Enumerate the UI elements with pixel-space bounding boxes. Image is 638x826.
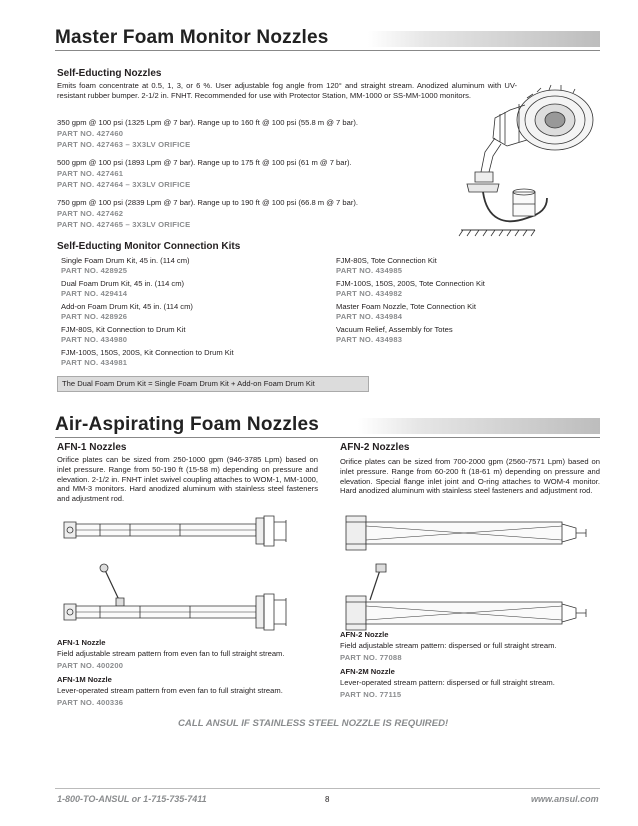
afn2-heading: AFN-2 Nozzles [340, 442, 410, 453]
afn-2-nozzle-drawing [340, 512, 600, 634]
afn2m-nozzle-text: Lever-operated stream pattern: dispersed or full straight stream. [340, 678, 555, 687]
part-number: PART NO. 427463 – 3X3LV ORIFICE [57, 140, 191, 149]
master-title-rule [55, 50, 600, 51]
air-title-rule [55, 437, 600, 438]
part-number: PART NO. 77088 [340, 653, 402, 662]
part-number: PART NO. 434985 [336, 265, 403, 275]
self-educting-heading: Self-Educting Nozzles [57, 68, 162, 79]
dual-kit-note: The Dual Foam Drum Kit = Single Foam Drum Kit + Add-on Foam Drum Kit [57, 376, 369, 392]
part-number: PART NO. 77115 [340, 690, 402, 699]
part-number: PART NO. 400200 [57, 661, 124, 670]
kit-item [336, 279, 485, 298]
self-educting-item-text: 750 gpm @ 100 psi (2839 Lpm @ 7 bar). Range up to 190 ft @ 100 psi (66.8 m @ 7 bar). [57, 198, 358, 207]
kit-item [61, 256, 190, 275]
self-educting-nozzle-illustration [455, 80, 605, 245]
kit-name: FJM-80S, Kit Connection to Drum Kit [61, 325, 186, 334]
kit-name: Vacuum Relief, Assembly for Totes [336, 325, 453, 334]
afn2-nozzle-title: AFN-2 Nozzle [340, 630, 389, 639]
part-number: PART NO. 400336 [57, 698, 124, 707]
kit-item [61, 302, 193, 321]
kit-item [61, 325, 186, 344]
master-section-title: Master Foam Monitor Nozzles [55, 27, 329, 48]
part-number: PART NO. 429414 [61, 288, 128, 298]
part-number: PART NO. 428926 [61, 311, 128, 321]
part-number: PART NO. 434983 [336, 334, 403, 344]
part-number: PART NO. 427460 [57, 129, 124, 138]
kit-name: Add-on Foam Drum Kit, 45 in. (114 cm) [61, 302, 193, 311]
part-number: PART NO. 427461 [57, 169, 124, 178]
afn-1-nozzle-drawing [60, 512, 310, 634]
footer-rule [55, 788, 600, 789]
footer-phone: 1-800-TO-ANSUL or 1-715-735-7411 [57, 794, 207, 804]
kit-name: FJM-100S, 150S, 200S, Tote Connection Kit [336, 279, 485, 288]
master-title-bar [368, 31, 600, 47]
afn1-description: Orifice plates can be sized from 250-1000 gpm (946-3785 Lpm) based on inlet pressure. Range from 50-190 ft (15-58 m) depending on pressure and elevation. 2-1/2 in. FNHT inlet swivel coupling attaches to WOM-1, MM-1000, and MM-3 monitors. Hard anodized aluminum with stainless steel fasteners and adjustment rod. [57, 455, 318, 504]
kit-name: Dual Foam Drum Kit, 45 in. (114 cm) [61, 279, 185, 288]
part-number: PART NO. 434984 [336, 311, 403, 321]
afn2-description: Orifice plates can be sized from 700-2000 gpm (2560-7571 Lpm) based on inlet pressure. Range from 60-200 ft (18-61 m) depending on pressure and elevation. Special flange inlet joint and O-ring attaches to WOM-4 monitor. Hard anodized aluminum with stainless steel fasteners and adjustment rod. [340, 457, 600, 496]
footer-url: www.ansul.com [531, 794, 599, 804]
part-number: PART NO. 427465 – 3X3LV ORIFICE [57, 220, 191, 229]
self-educting-item-text: 350 gpm @ 100 psi (1325 Lpm @ 7 bar). Range up to 160 ft @ 100 psi (55.8 m @ 7 bar). [57, 118, 358, 127]
part-number: PART NO. 434980 [61, 334, 128, 344]
part-number: PART NO. 427462 [57, 209, 124, 218]
afn1m-nozzle-text: Lever-operated stream pattern from even fan to full straight stream. [57, 686, 283, 695]
kit-item [336, 302, 476, 321]
kit-item [336, 325, 453, 344]
self-educting-description: Emits foam concentrate at 0.5, 1, 3, or 6 %. User adjustable fog angle from 120° and straight stream. Anodized aluminum with UV-resistant rubber bumper. 2-1/2 in. FNHT. Recommended for use with Protector Station, MM-1000 or SS-MM-1000 monitors. [57, 81, 517, 100]
part-number: PART NO. 434982 [336, 288, 403, 298]
afn1-nozzle-title: AFN-1 Nozzle [57, 638, 106, 647]
afn1-nozzle-text: Field adjustable stream pattern from even fan to full straight stream. [57, 649, 285, 658]
connection-kits-heading: Self-Educting Monitor Connection Kits [57, 241, 241, 252]
kit-name: Master Foam Nozzle, Tote Connection Kit [336, 302, 476, 311]
afn1-heading: AFN-1 Nozzles [57, 442, 127, 453]
afn2m-nozzle-title: AFN-2M Nozzle [340, 667, 395, 676]
kit-item [336, 256, 437, 275]
kit-item [61, 279, 184, 298]
self-educting-item-text: 500 gpm @ 100 psi (1893 Lpm @ 7 bar). Range up to 175 ft @ 100 psi (61 m @ 7 bar). [57, 158, 352, 167]
part-number: PART NO. 434981 [61, 357, 128, 367]
kit-item [61, 348, 234, 367]
afn1m-nozzle-title: AFN-1M Nozzle [57, 675, 112, 684]
kit-name: FJM-100S, 150S, 200S, Kit Connection to Drum Kit [61, 348, 234, 357]
air-title-bar [358, 418, 600, 434]
kit-name: FJM-80S, Tote Connection Kit [336, 256, 437, 265]
afn2-nozzle-text: Field adjustable stream pattern: dispersed or full straight stream. [340, 641, 557, 650]
kit-name: Single Foam Drum Kit, 45 in. (114 cm) [61, 256, 190, 265]
air-section-title: Air-Aspirating Foam Nozzles [55, 414, 320, 435]
part-number: PART NO. 428925 [61, 265, 128, 275]
page-number: 8 [325, 795, 330, 804]
stainless-steel-callout: CALL ANSUL IF STAINLESS STEEL NOZZLE IS REQUIRED! [178, 718, 449, 729]
part-number: PART NO. 427464 – 3X3LV ORIFICE [57, 180, 191, 189]
